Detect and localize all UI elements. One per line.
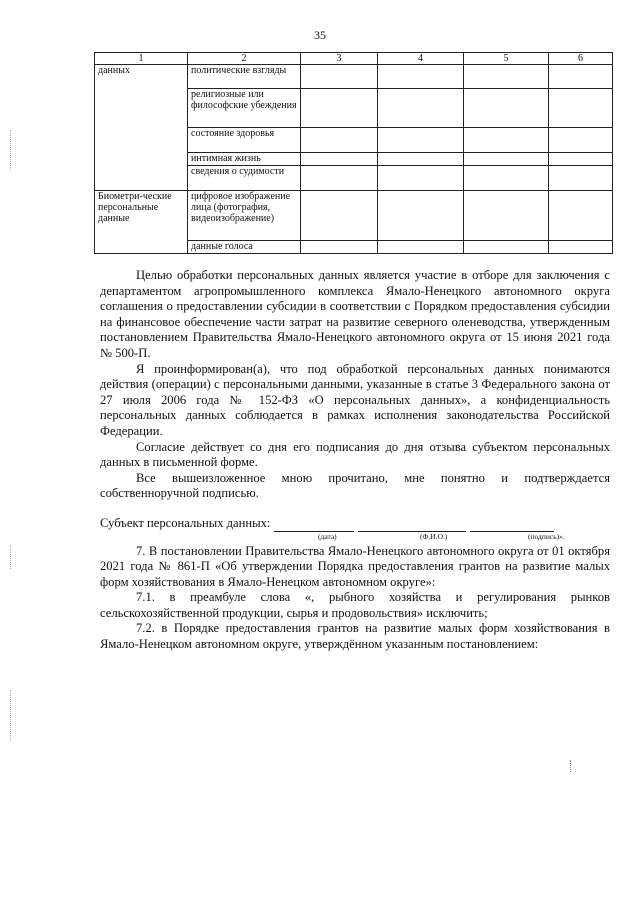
amendment-7: 7. В постановлении Правительства Ямало-Ненецкого автономного округа от 01 октября 2021 года № 861-П «Об утверждении Порядка предоставления грантов на развитие малых форм хозяйствования в Ямало-Ненецком автономном округе»: <box>100 543 610 589</box>
table-row <box>95 191 613 241</box>
validity-paragraph: Согласие действует со дня его подписания до дня отзыва субъектом персональных данных в письменной форме. <box>100 439 610 470</box>
data-item-cell: сведения о судимости <box>188 166 301 191</box>
empty-cell <box>549 153 613 166</box>
column-header: 1 <box>95 53 188 65</box>
empty-cell <box>464 191 549 241</box>
empty-cell <box>464 89 549 128</box>
data-item-cell: интимная жизнь <box>188 153 301 166</box>
column-header: 6 <box>549 53 613 65</box>
column-header: 4 <box>378 53 464 65</box>
data-item-cell: политические взгляды <box>188 65 301 89</box>
purpose-paragraph: Целью обработки персональных данных является участие в отборе для заключения с департаментом агропромышленного комплекса Ямало-Ненецкого автономного округа соглашения о предоставлении субсидии в соответствии с Порядком предоставления субсидии на финансовое обеспечение части затрат на развитие северного оленеводства, утвержденным постановлением Правительства Ямало-Ненецкого автономного округа от 15 июня 2021 года № 500-П. <box>100 268 610 360</box>
empty-cell <box>464 65 549 89</box>
empty-cell <box>301 153 378 166</box>
data-item-cell: данные голоса <box>188 241 301 254</box>
informed-paragraph: Я проинформирован(а), что под обработкой персональных данных понимаются действия (операции) с персональными данными, указанные в статье 3 Федерального закона от 27 июля 2006 года № 152-ФЗ «О персональных данных», а конфиденциальность персональных данных соблюдается в рамках исполнения законодательства Российской Федерации. <box>100 361 610 438</box>
signature-captions <box>100 532 610 542</box>
data-item-cell: религиозные или философские убеждения <box>188 89 301 128</box>
name-caption: (Ф.И.О.) <box>420 531 448 541</box>
category-cell-special: данных <box>95 65 188 191</box>
data-item-cell: цифровое изображение лица (фотография, видеоизображение) <box>188 191 301 241</box>
empty-cell <box>378 241 464 254</box>
table-row <box>95 65 613 89</box>
empty-cell <box>378 191 464 241</box>
scan-mark <box>570 760 572 772</box>
page-number: 35 <box>314 28 326 42</box>
personal-data-table <box>94 52 613 254</box>
column-header: 2 <box>188 53 301 65</box>
empty-cell <box>549 65 613 89</box>
amendment-7-1: 7.1. в преамбуле слова «, рыбного хозяйства и регулирования рынков сельскохозяйственной продукции, сырья и продовольствия» исключить; <box>100 590 610 620</box>
signature-blank <box>470 521 554 532</box>
date-caption: (дата) <box>318 531 337 541</box>
data-item-cell: состояние здоровья <box>188 128 301 153</box>
empty-cell <box>301 166 378 191</box>
date-blank <box>274 521 354 532</box>
margin-dots <box>10 545 12 569</box>
category-cell-biometric: Биометри-ческие персональные данные <box>95 191 188 254</box>
document-body <box>100 268 610 653</box>
empty-cell <box>378 89 464 128</box>
margin-dots <box>10 690 12 740</box>
name-blank <box>358 521 466 532</box>
empty-cell <box>549 241 613 254</box>
empty-cell <box>549 191 613 241</box>
empty-cell <box>464 241 549 254</box>
sign-caption: (подпись)». <box>528 531 565 541</box>
empty-cell <box>378 153 464 166</box>
empty-cell <box>549 128 613 153</box>
empty-cell <box>301 65 378 89</box>
empty-cell <box>549 89 613 128</box>
empty-cell <box>549 166 613 191</box>
column-header: 5 <box>464 53 549 65</box>
empty-cell <box>378 166 464 191</box>
empty-cell <box>301 89 378 128</box>
empty-cell <box>464 128 549 153</box>
empty-cell <box>301 241 378 254</box>
empty-cell <box>464 166 549 191</box>
signature-line <box>100 516 610 532</box>
signature-label: Субъект персональных данных: <box>100 515 271 530</box>
confirmation-paragraph: Все вышеизложенное мною прочитано, мне понятно и подтверждается собственноручной подписью. <box>100 470 610 501</box>
empty-cell <box>301 128 378 153</box>
empty-cell <box>301 191 378 241</box>
empty-cell <box>378 128 464 153</box>
table-header-row <box>95 53 613 65</box>
margin-dots <box>10 130 12 170</box>
column-header: 3 <box>301 53 378 65</box>
empty-cell <box>464 153 549 166</box>
empty-cell <box>378 65 464 89</box>
amendment-7-2: 7.2. в Порядке предоставления грантов на развитие малых форм хозяйствования в Ямало-Ненецком автономном округе, утверждённом указанным постановлением: <box>100 621 610 652</box>
